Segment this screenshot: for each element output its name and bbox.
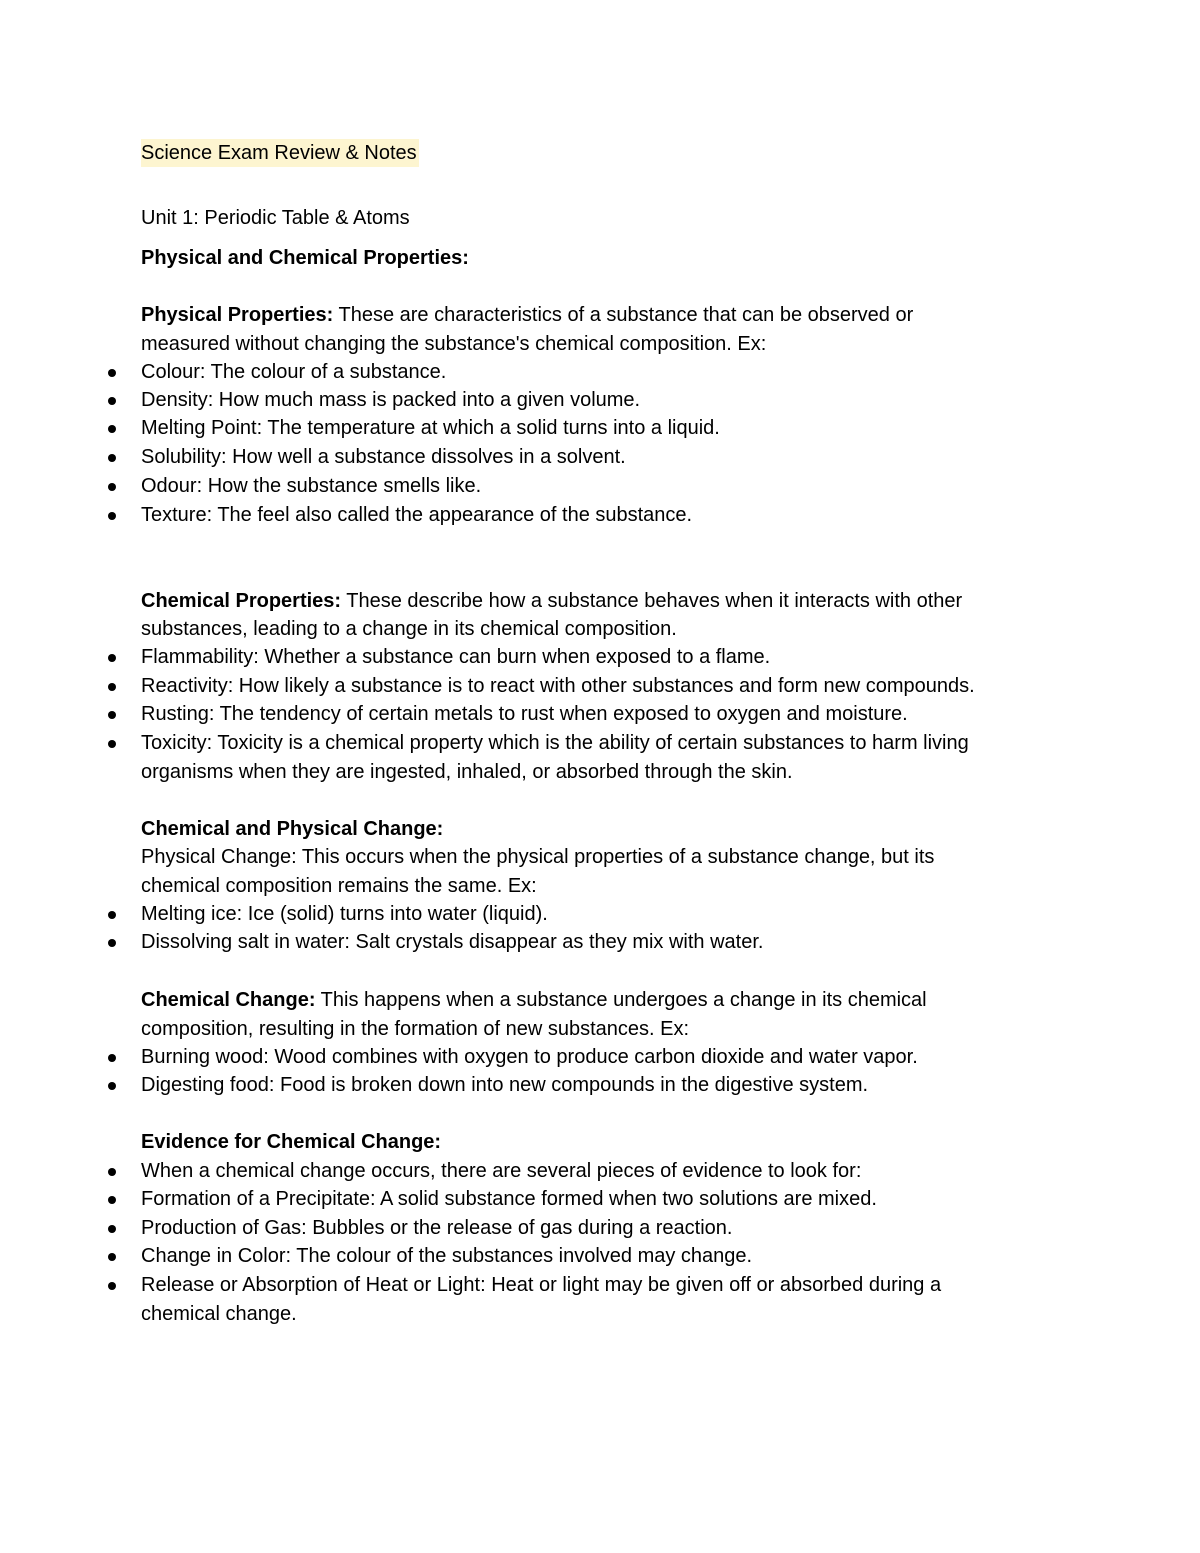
list-item: Burning wood: Wood combines with oxygen to produce carbon dioxide and water vapor. [141, 1046, 918, 1068]
bullet-icon [107, 1053, 117, 1063]
bullet-icon [107, 1224, 117, 1234]
physical-properties-text-cont: measured without changing the substance's chemical composition. Ex: [141, 333, 767, 355]
list-item: Reactivity: How likely a substance is to react with other substances and form new compounds. [141, 675, 975, 697]
list-item: Melting Point: The temperature at which a solid turns into a liquid. [141, 417, 720, 439]
bullet-icon [107, 739, 117, 749]
chemical-change-text: This happens when a substance undergoes a change in its chemical [315, 989, 927, 1011]
list-item: Colour: The colour of a substance. [141, 361, 447, 383]
chemical-properties-text-cont: substances, leading to a change in its chemical composition. [141, 618, 677, 640]
bullet-icon [107, 424, 117, 434]
bullet-icon [107, 910, 117, 920]
bullet-icon [107, 511, 117, 521]
bullet-icon [107, 1167, 117, 1177]
physical-properties-intro [141, 301, 913, 329]
list-item: Production of Gas: Bubbles or the release of gas during a reaction. [141, 1217, 733, 1239]
bullet-icon [107, 368, 117, 378]
list-item: Release or Absorption of Heat or Light: Heat or light may be given off or absorbed during a [141, 1274, 942, 1296]
section-heading-evidence-text: Evidence for Chemical Change: [141, 1131, 442, 1153]
bullet-icon [107, 710, 117, 720]
physical-properties-text: These are characteristics of a substance that can be observed or [333, 304, 914, 326]
list-item: When a chemical change occurs, there are several pieces of evidence to look for: [141, 1160, 862, 1182]
section-heading-evidence [141, 1128, 441, 1156]
list-item: Melting ice: Ice (solid) turns into water (liquid). [141, 903, 548, 925]
section-heading-change-text: Chemical and Physical Change: [141, 818, 444, 840]
list-item: Odour: How the substance smells like. [141, 475, 482, 497]
bullet-icon [107, 1081, 117, 1091]
list-item-continuation: chemical change. [141, 1303, 297, 1325]
list-item: Texture: The feel also called the appearance of the substance. [141, 504, 693, 526]
bullet-icon [107, 482, 117, 492]
bullet-icon [107, 1195, 117, 1205]
unit-heading: Unit 1: Periodic Table & Atoms [141, 207, 410, 229]
bullet-icon [107, 938, 117, 948]
list-item-continuation: organisms when they are ingested, inhaled, or absorbed through the skin. [141, 761, 793, 783]
chemical-properties-intro [141, 587, 962, 615]
bullet-icon [107, 453, 117, 463]
document-title: Science Exam Review & Notes [141, 139, 419, 167]
bullet-icon [107, 396, 117, 406]
bullet-icon [107, 1252, 117, 1262]
list-item: Flammability: Whether a substance can burn when exposed to a flame. [141, 646, 771, 668]
list-item: Density: How much mass is packed into a given volume. [141, 389, 641, 411]
list-item: Toxicity: Toxicity is a chemical property which is the ability of certain substances to harm living [141, 732, 969, 754]
section-heading-properties [141, 244, 469, 272]
bullet-icon [107, 682, 117, 692]
section-heading-properties-text: Physical and Chemical Properties: [141, 247, 469, 269]
physical-properties-term: Physical Properties: [141, 304, 334, 326]
physical-change-text: Physical Change: This occurs when the physical properties of a substance change, but its [141, 846, 935, 868]
chemical-properties-text: These describe how a substance behaves when it interacts with other [341, 590, 963, 612]
chemical-change-intro [141, 986, 927, 1014]
list-item: Solubility: How well a substance dissolves in a solvent. [141, 446, 626, 468]
chemical-change-text-cont: composition, resulting in the formation of new substances. Ex: [141, 1018, 690, 1040]
physical-change-text-cont: chemical composition remains the same. Ex: [141, 875, 537, 897]
bullet-icon [107, 653, 117, 663]
chemical-properties-term: Chemical Properties: [141, 590, 342, 612]
chemical-change-term: Chemical Change: [141, 989, 316, 1011]
list-item: Formation of a Precipitate: A solid substance formed when two solutions are mixed. [141, 1188, 877, 1210]
section-heading-change [141, 815, 443, 843]
list-item: Digesting food: Food is broken down into new compounds in the digestive system. [141, 1074, 869, 1096]
list-item: Change in Color: The colour of the substances involved may change. [141, 1245, 753, 1267]
bullet-icon [107, 1281, 117, 1291]
list-item: Rusting: The tendency of certain metals to rust when exposed to oxygen and moisture. [141, 703, 908, 725]
list-item: Dissolving salt in water: Salt crystals disappear as they mix with water. [141, 931, 764, 953]
